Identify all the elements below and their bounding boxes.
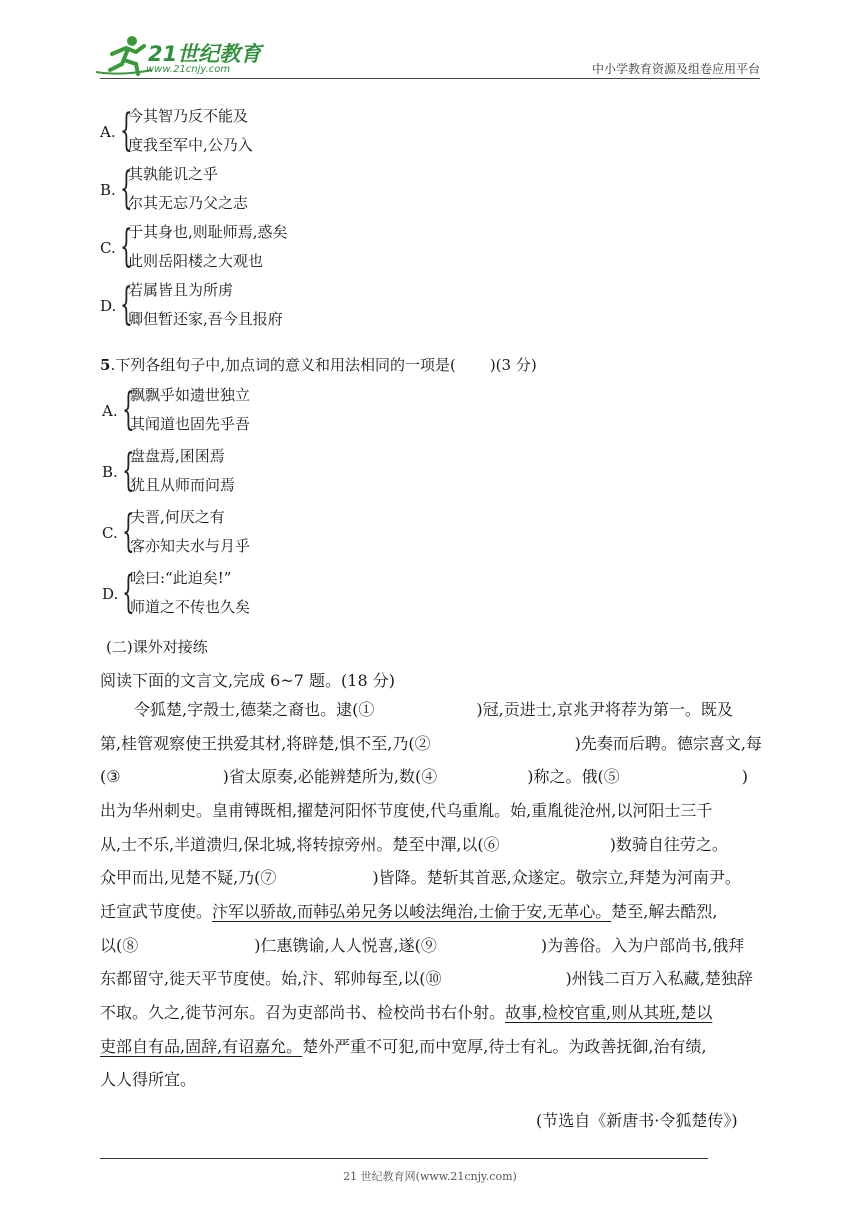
- passage-text: 楚外严重不可犯,而中宽厚,待士有礼。为政善抚御,治有绩,: [302, 1037, 707, 1056]
- option-line-2: 尔其无忘乃父之志: [128, 194, 249, 212]
- passage-text: 迁宣武节度使。: [100, 902, 213, 921]
- option-line-1: 夫晋,何厌之有: [130, 508, 225, 526]
- passage-line-1: [134, 693, 733, 727]
- option-letter: A.: [102, 402, 118, 420]
- q5-option-b: [102, 442, 502, 500]
- option-letter: B.: [100, 181, 116, 199]
- question-text: .下列各组句子中,加点词的意义和用法相同的一项是(: [110, 356, 456, 374]
- option-letter: D.: [102, 585, 119, 603]
- passage-text: )冠,贡进士,京兆尹将荐为第一。既及: [476, 700, 733, 719]
- brace-icon: {: [120, 163, 133, 214]
- passage-line-2: [100, 727, 762, 761]
- option-line-2: 此则岳阳楼之大观也: [128, 252, 264, 270]
- brace-icon: {: [120, 105, 133, 156]
- brace-icon: {: [120, 279, 133, 330]
- passage-line-3: [100, 760, 748, 794]
- option-line-2: 客亦知夫水与月乎: [130, 537, 251, 555]
- passage-source: (节选自《新唐书·令狐楚传》): [536, 1111, 738, 1130]
- section-heading: (二)课外对接练: [106, 638, 208, 656]
- option-line-2: 师道之不传也久矣: [130, 598, 251, 616]
- passage-text: )数骑自往劳之。: [609, 835, 728, 854]
- option-line-2: 度我至军中,公乃入: [128, 136, 253, 154]
- passage-text: )先奏而后聘。德宗喜文,每: [574, 734, 762, 753]
- question-score: )(3 分): [489, 356, 537, 374]
- question-number: 5: [100, 356, 111, 374]
- passage-text: 众甲而出,见楚不疑,乃(⑦: [100, 868, 277, 887]
- option-letter: C.: [102, 524, 118, 542]
- q4-option-c: [100, 218, 500, 276]
- passage-text: )仁惠镌谕,人人悦喜,遂(⑨: [254, 936, 437, 955]
- footer-text: 21 世纪教育网(www.21cnjy.com): [343, 1170, 517, 1183]
- passage-line-11: [100, 1030, 707, 1064]
- option-line-2: 卿但暂还家,吾今且报府: [128, 310, 283, 328]
- brace-icon: {: [122, 506, 135, 557]
- passage-line-8: [100, 929, 744, 963]
- passage-text: 东都留守,徙天平节度使。始,汴、郓帅每至,以(⑩: [100, 969, 442, 988]
- passage-line-10: [100, 996, 712, 1030]
- option-letter: A.: [100, 123, 116, 141]
- q4-option-a: [100, 102, 500, 160]
- option-line-1: 哙曰:“此迫矣!”: [130, 569, 232, 587]
- underlined-sentence: 故事,检校官重,则从其班,楚以: [505, 1003, 713, 1022]
- header-platform-text: 中小学教育资源及组卷应用平台: [591, 62, 760, 76]
- passage-text: )皆降。楚斩其首恶,众遂定。敬宗立,拜楚为河南尹。: [372, 868, 741, 887]
- passage-text: )州钱二百万入私藏,楚独辞: [565, 969, 753, 988]
- option-line-1: 飘飘乎如遗世独立: [130, 386, 251, 404]
- header-divider: [100, 78, 760, 79]
- option-line-1: 其孰能讥之乎: [128, 165, 219, 183]
- q5-option-a: [102, 381, 502, 439]
- q4-option-d: [100, 276, 500, 334]
- passage-text: )省太原奏,必能辨楚所为,数(④: [222, 767, 438, 786]
- logo-text: 21世纪教育: [148, 42, 262, 66]
- passage-text: ): [741, 767, 749, 786]
- passage-line-7: [100, 895, 717, 929]
- question-5: [100, 354, 537, 375]
- q5-option-d: [102, 564, 502, 622]
- passage-text: 第,桂管观察使王拱爱其材,将辟楚,惧不至,乃(②: [100, 734, 431, 753]
- passage-text: 楚至,解去酷烈,: [611, 902, 718, 921]
- brace-icon: {: [122, 445, 135, 496]
- underlined-sentence: 汴军以骄故,而韩弘弟兄务以峻法绳治,士偷于安,无革心。: [212, 902, 612, 921]
- brace-icon: {: [122, 567, 135, 618]
- q4-option-b: [100, 160, 500, 218]
- option-line-2: 其闻道也固先乎吾: [130, 415, 251, 433]
- option-line-1: 若属皆且为所虏: [128, 281, 234, 299]
- logo-url: www.21cnjy.com: [146, 64, 231, 75]
- option-line-1: 盘盘焉,囷囷焉: [130, 447, 225, 465]
- option-line-2: 犹且从师而问焉: [130, 476, 236, 494]
- instruction-text: 阅读下面的文言文,完成 6~7 题。(18 分): [100, 671, 395, 690]
- passage-line-4: 出为华州刺史。皇甫镈既相,擢楚河阳怀节度使,代乌重胤。始,重胤徙沧州,以河阳士三千: [100, 801, 713, 820]
- passage-line-6: [100, 861, 741, 895]
- footer-divider: [100, 1158, 708, 1159]
- option-letter: C.: [100, 239, 116, 257]
- option-letter: B.: [102, 463, 118, 481]
- passage-text: 以(⑧: [100, 936, 139, 955]
- passage-text: 不取。久之,徙节河东。召为吏部尚书、检校尚书右仆射。: [100, 1003, 506, 1022]
- option-line-1: 于其身也,则耻师焉,惑矣: [128, 223, 288, 241]
- site-logo: [92, 32, 262, 78]
- q5-option-c: [102, 503, 502, 561]
- passage-text: 从,士不乐,半道溃归,保北城,将转掠旁州。楚至中潬,以(⑥: [100, 835, 500, 854]
- option-letter: D.: [100, 297, 117, 315]
- option-line-1: 今其智乃反不能及: [128, 107, 249, 125]
- passage-text: )称之。俄(⑤: [527, 767, 620, 786]
- brace-icon: {: [120, 221, 133, 272]
- passage-text: 令狐楚,字殼士,德棻之裔也。逮(①: [134, 700, 375, 719]
- passage-text: )为善俗。入为户部尚书,俄拜: [540, 936, 745, 955]
- passage-line-9: [100, 962, 753, 996]
- passage-text: (③: [100, 767, 121, 786]
- underlined-sentence: 吏部自有品,固辞,有诏嘉允。: [100, 1037, 303, 1056]
- passage-line-5: [100, 828, 728, 862]
- passage-line-12: 人人得所宜。: [100, 1070, 197, 1089]
- brace-icon: {: [122, 384, 135, 435]
